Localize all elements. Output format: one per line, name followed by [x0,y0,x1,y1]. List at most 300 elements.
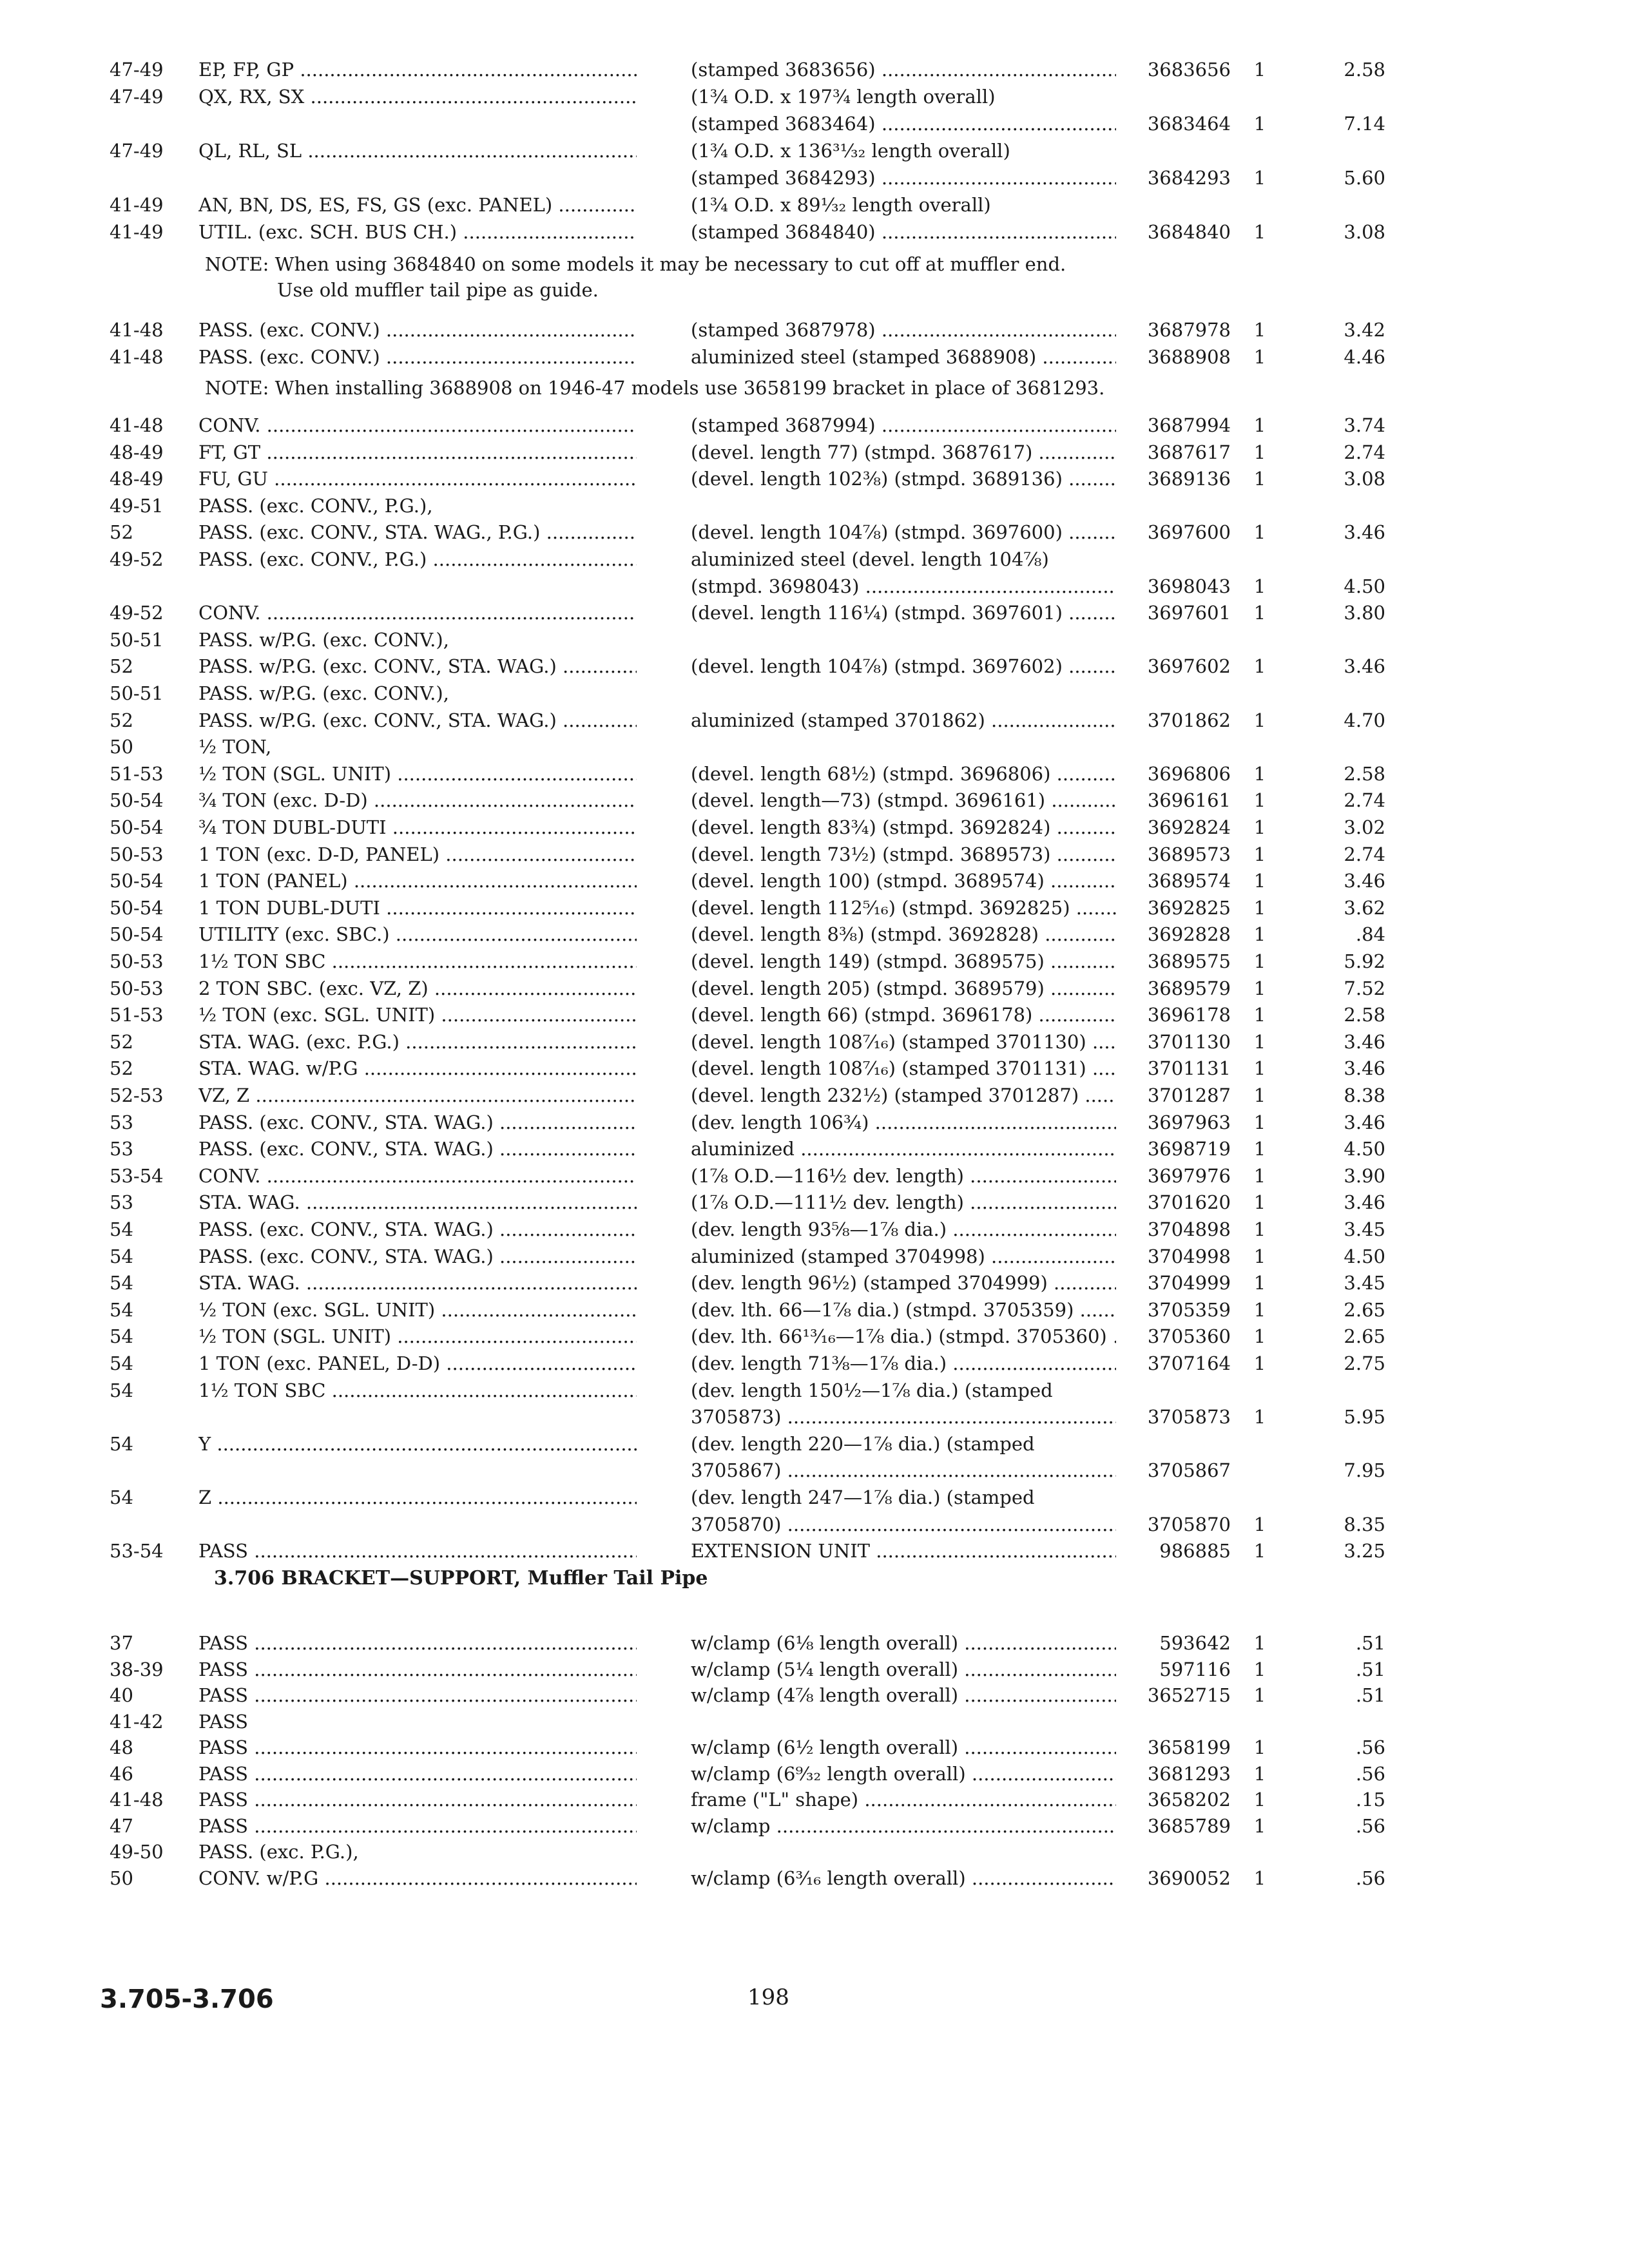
parts-row [0,1735,1629,1760]
model-year: 41-48 [110,1789,164,1811]
part-number: 3701287 [1147,1084,1231,1106]
parts-row [0,165,1629,191]
part-number: 3684293 [1147,167,1231,189]
price: 2.74 [1344,441,1385,463]
part-number: 3704998 [1147,1245,1231,1267]
model-year: 50-54 [110,816,164,838]
parts-row [0,1485,1629,1510]
model-name: 1 TON (exc. PANEL, D-D) ..... [198,1350,637,1376]
part-number: 3698719 [1147,1138,1231,1160]
parts-row [0,219,1629,245]
price: 3.45 [1344,1218,1385,1240]
model-year: 53 [110,1138,133,1160]
quantity: 1 [1253,1057,1266,1080]
parts-row [0,1630,1629,1656]
part-number: 3687617 [1147,441,1231,463]
model-year: 47-49 [110,86,164,108]
parts-row [0,1136,1629,1162]
model-year: 50-53 [110,843,164,865]
quantity: 1 [1253,1030,1266,1053]
parts-row [0,138,1629,164]
model-name: EP, FP, GP ..... [198,57,637,82]
quantity: 1 [1253,896,1266,919]
quantity: 1 [1253,1406,1266,1428]
part-number: 3689573 [1147,843,1231,865]
description: (devel. length 149) (stmpd. 3689575) ..... [691,948,1116,974]
model-name: 1 TON (exc. D-D, PANEL) ..... [198,841,637,867]
part-number: 3689575 [1147,950,1231,972]
model-year: 53 [110,1191,133,1214]
parts-row [0,1404,1629,1430]
model-name: STA. WAG. w/P.G ..... [198,1055,637,1081]
parts-row [0,1082,1629,1108]
model-year: 47 [110,1814,133,1837]
price: 8.35 [1344,1513,1385,1535]
model-name: AN, BN, DS, ES, FS, GS (exc. PANEL) ..... [198,192,637,218]
quantity: 1 [1253,977,1266,999]
parts-row [0,868,1629,894]
model-name: PASS. (exc. CONV., STA. WAG.) ..... [198,1216,637,1242]
model-name: PASS [198,1710,249,1733]
description: aluminized steel (stamped 3688908) ..... [691,344,1116,370]
quantity: 1 [1253,1191,1266,1214]
description: (1¾ O.D. x 136³¹⁄₃₂ length overall) [691,140,1010,162]
model-year: 51-53 [110,1004,164,1026]
description: frame ("L" shape) ..... [691,1787,1116,1812]
model-name: STA. WAG. (exc. P.G.) ..... [198,1029,637,1055]
quantity: 1 [1253,1325,1266,1348]
model-name: CONV. w/P.G ..... [198,1865,637,1891]
model-year: 54 [110,1218,133,1240]
model-name: QX, RX, SX ..... [198,84,637,110]
model-year: 52 [110,709,133,731]
part-number: 3652715 [1147,1684,1231,1706]
model-year: 49-52 [110,602,164,624]
part-number: 3697963 [1147,1111,1231,1133]
quantity: 1 [1253,414,1266,436]
parts-row [0,546,1629,572]
part-number: 3685789 [1147,1814,1231,1837]
part-number: 3696806 [1147,762,1231,785]
price: 3.08 [1344,221,1385,243]
price: 3.46 [1344,655,1385,678]
price: 5.95 [1344,1406,1385,1428]
part-number: 3690052 [1147,1867,1231,1889]
quantity: 1 [1253,441,1266,463]
quantity: 1 [1253,1111,1266,1133]
description: 3705873) ..... [691,1404,1116,1430]
price: 2.65 [1344,1325,1385,1348]
model-name: CONV. ..... [198,412,637,438]
price: .84 [1355,923,1385,946]
part-number: 3696178 [1147,1004,1231,1026]
quantity: 1 [1253,521,1266,544]
part-number: 3696161 [1147,789,1231,812]
quantity: 1 [1253,1632,1266,1654]
quantity: 1 [1253,1272,1266,1294]
parts-row [0,787,1629,813]
model-name: FT, GT ..... [198,439,637,465]
parts-row [0,1839,1629,1865]
model-name: PASS ..... [198,1657,637,1682]
description: (devel. length 205) (stmpd. 3689579) ..... [691,975,1116,1001]
section-heading: 3.706 BRACKET—SUPPORT, Muffler Tail Pipe [214,1567,708,1590]
part-number: 3687978 [1147,319,1231,341]
price: 4.46 [1344,346,1385,368]
quantity: 1 [1253,816,1266,838]
description: (devel. length 73½) (stmpd. 3689573) ..... [691,841,1116,867]
price: 7.95 [1344,1459,1385,1482]
part-number: 3698043 [1147,575,1231,597]
part-number: 3697600 [1147,521,1231,544]
description: (devel. length 108⁷⁄₁₆) (stamped 3701131) ..... [691,1055,1116,1081]
price: 3.46 [1344,870,1385,892]
price: 2.58 [1344,59,1385,81]
footer-section-range: 3.705-3.706 [100,1984,274,2014]
model-year: 49-52 [110,548,164,570]
model-year: 48-49 [110,441,164,463]
description: (dev. length 96½) (stamped 3704999) ..... [691,1270,1116,1296]
model-name: ½ TON (exc. SGL. UNIT) ..... [198,1297,637,1323]
description: aluminized (stamped 3701862) ..... [691,707,1116,733]
model-year: 40 [110,1684,133,1706]
price: .56 [1355,1867,1385,1889]
parts-row [0,1189,1629,1215]
model-year: 51-53 [110,762,164,785]
description: aluminized steel (devel. length 104⅞) [691,548,1049,570]
parts-row [0,1457,1629,1483]
model-year: 50-51 [110,628,164,651]
model-name: 1½ TON SBC ..... [198,1378,637,1403]
model-name: 1 TON (PANEL) ..... [198,868,637,894]
model-year: 52 [110,521,133,544]
price: .56 [1355,1814,1385,1837]
parts-row [0,1709,1629,1735]
price: .51 [1355,1684,1385,1706]
parts-row [0,1657,1629,1682]
model-name: Z ..... [198,1485,637,1510]
quantity: 1 [1253,709,1266,731]
parts-row [0,1378,1629,1403]
model-year: 47-49 [110,59,164,81]
parts-row [0,573,1629,599]
description: (devel. length 100) (stmpd. 3689574) ..... [691,868,1116,894]
quantity: 1 [1253,1138,1266,1160]
part-number: 3701130 [1147,1030,1231,1053]
price: 4.50 [1344,1138,1385,1160]
quantity: 1 [1253,1814,1266,1837]
description: (dev. length 106¾) ..... [691,1110,1116,1135]
parts-row [0,466,1629,492]
model-year: 50-53 [110,950,164,972]
price: 2.58 [1344,762,1385,785]
model-year: 50-54 [110,789,164,812]
model-name: QL, RL, SL ..... [198,138,637,164]
quantity: 1 [1253,602,1266,624]
model-name: UTILITY (exc. SBC.) ..... [198,921,637,947]
part-number: 3692828 [1147,923,1231,946]
note-line: Use old muffler tail pipe as guide. [277,279,599,301]
model-year: 54 [110,1298,133,1321]
quantity: 1 [1253,113,1266,135]
model-year: 53 [110,1111,133,1133]
model-year: 49-50 [110,1841,164,1863]
model-name: PASS ..... [198,1761,637,1787]
model-name: PASS ..... [198,1813,637,1839]
description: w/clamp (5¼ length overall) ..... [691,1657,1116,1682]
model-year: 50 [110,1867,133,1889]
description: aluminized ..... [691,1136,1116,1162]
price: 5.60 [1344,167,1385,189]
quantity: 1 [1253,221,1266,243]
model-year: 54 [110,1245,133,1267]
description: w/clamp (4⅞ length overall) ..... [691,1682,1116,1708]
part-number: 3689136 [1147,468,1231,490]
price: 4.50 [1344,1245,1385,1267]
price: 4.70 [1344,709,1385,731]
parts-row [0,317,1629,343]
description: (dev. lth. 66¹³⁄₁₆—1⅞ dia.) (stmpd. 3705360) ..... [691,1323,1116,1349]
quantity: 1 [1253,167,1266,189]
description: (devel. length 104⅞) (stmpd. 3697602) ..... [691,653,1116,679]
parts-row [0,814,1629,840]
price: 7.14 [1344,113,1385,135]
part-number: 3692825 [1147,896,1231,919]
quantity: 1 [1253,1658,1266,1680]
parts-row [0,1244,1629,1269]
parts-row [0,948,1629,974]
quantity: 1 [1253,59,1266,81]
part-number: 3684840 [1147,221,1231,243]
quantity: 1 [1253,1736,1266,1758]
model-year: 52 [110,1030,133,1053]
description: (devel. length 8⅜) (stmpd. 3692828) ..... [691,921,1116,947]
description: (dev. length 220—1⅞ dia.) (stamped [691,1432,1035,1455]
model-year: 50-54 [110,896,164,919]
part-number: 3688908 [1147,346,1231,368]
parts-row [0,1431,1629,1457]
description: (devel. length 77) (stmpd. 3687617) ..... [691,439,1116,465]
model-name: ½ TON (exc. SGL. UNIT) ..... [198,1002,637,1028]
parts-row [0,84,1629,110]
quantity: 1 [1253,923,1266,946]
quantity: 1 [1253,655,1266,678]
price: 5.92 [1344,950,1385,972]
page-number: 198 [747,1984,789,2010]
parts-row [0,111,1629,137]
description: aluminized (stamped 3704998) ..... [691,1244,1116,1269]
parts-row [0,1110,1629,1135]
parts-row [0,439,1629,465]
part-number: 3689579 [1147,977,1231,999]
parts-row [0,519,1629,545]
part-number: 3697602 [1147,655,1231,678]
price: 3.45 [1344,1272,1385,1294]
model-name: PASS ..... [198,1538,637,1564]
description: (dev. length 150½—1⅞ dia.) (stamped [691,1379,1053,1401]
part-number: 986885 [1159,1540,1231,1562]
parts-row [0,1270,1629,1296]
model-name: CONV. ..... [198,1163,637,1189]
description: (devel. length 112⁵⁄₁₆) (stmpd. 3692825) ..... [691,895,1116,921]
parts-row [0,680,1629,706]
part-number: 3687994 [1147,414,1231,436]
description: (stamped 3684293) ..... [691,165,1116,191]
description: w/clamp (6½ length overall) ..... [691,1735,1116,1760]
price: .51 [1355,1632,1385,1654]
description: (devel. length 83¾) (stmpd. 3692824) ..... [691,814,1116,840]
price: .15 [1355,1789,1385,1811]
description: (dev. length 247—1⅞ dia.) (stamped [691,1486,1035,1508]
model-year: 48-49 [110,468,164,490]
parts-row [0,841,1629,867]
model-name: PASS. (exc. CONV., P.G.) ..... [198,546,637,572]
model-name: 2 TON SBC. (exc. VZ, Z) ..... [198,975,637,1001]
price: 7.52 [1344,977,1385,999]
parts-row [0,1865,1629,1891]
model-year: 53-54 [110,1164,164,1187]
part-number: 597116 [1159,1658,1231,1680]
description: 3705870) ..... [691,1512,1116,1537]
model-name: PASS. (exc. CONV., STA. WAG., P.G.) ..... [198,519,637,545]
price: 3.25 [1344,1540,1385,1562]
quantity: 1 [1253,950,1266,972]
price: 3.90 [1344,1164,1385,1187]
parts-row [0,1538,1629,1564]
part-number: 3689574 [1147,870,1231,892]
model-year: 54 [110,1379,133,1401]
model-year: 52 [110,655,133,678]
description: (stmpd. 3698043) ..... [691,573,1116,599]
parts-row [0,493,1629,519]
description: (1⅞ O.D.—111½ dev. length) ..... [691,1189,1116,1215]
model-year: 50-53 [110,977,164,999]
parts-row [0,1512,1629,1537]
price: 2.74 [1344,843,1385,865]
part-number: 3658199 [1147,1736,1231,1758]
parts-row [0,895,1629,921]
description: (devel. length 232½) (stamped 3701287) ..... [691,1082,1116,1108]
parts-row [0,600,1629,626]
model-year: 54 [110,1432,133,1455]
description: (stamped 3687994) ..... [691,412,1116,438]
model-year: 50-51 [110,682,164,704]
quantity: 1 [1253,1867,1266,1889]
price: 2.74 [1344,789,1385,812]
parts-row [0,1787,1629,1812]
price: 3.80 [1344,602,1385,624]
description: w/clamp ..... [691,1813,1116,1839]
quantity: 1 [1253,1218,1266,1240]
model-year: 41-48 [110,319,164,341]
parts-row [0,192,1629,218]
model-name: ½ TON, [198,736,272,758]
description: (dev. length 71⅜—1⅞ dia.) ..... [691,1350,1116,1376]
description: (devel. length 108⁷⁄₁₆) (stamped 3701130) ..... [691,1029,1116,1055]
quantity: 1 [1253,1762,1266,1785]
part-number: 3701620 [1147,1191,1231,1214]
parts-row [0,761,1629,787]
price: 3.46 [1344,1057,1385,1080]
model-name: 1 TON DUBL-DUTI ..... [198,895,637,921]
description: w/clamp (6⅛ length overall) ..... [691,1630,1116,1656]
parts-row [0,921,1629,947]
model-name: PASS. (exc. P.G.), [198,1841,359,1863]
description: (stamped 3683464) ..... [691,111,1116,137]
price: 3.46 [1344,1111,1385,1133]
part-number: 3697601 [1147,602,1231,624]
part-number: 3701862 [1147,709,1231,731]
description: (1⅞ O.D.—116½ dev. length) ..... [691,1163,1116,1189]
model-name: ¾ TON (exc. D-D) ..... [198,787,637,813]
price: 3.42 [1344,319,1385,341]
quantity: 1 [1253,870,1266,892]
model-year: 37 [110,1632,133,1654]
quantity: 1 [1253,1004,1266,1026]
description: (devel. length 116¼) (stmpd. 3697601) ..... [691,600,1116,626]
part-number: 3683656 [1147,59,1231,81]
quantity: 1 [1253,468,1266,490]
quantity: 1 [1253,762,1266,785]
part-number: 3658202 [1147,1789,1231,1811]
model-year: 52 [110,1057,133,1080]
price: 8.38 [1344,1084,1385,1106]
model-name: PASS. w/P.G. (exc. CONV.), [198,682,449,704]
price: .56 [1355,1762,1385,1785]
model-name: 1½ TON SBC ..... [198,948,637,974]
model-year: 41-48 [110,346,164,368]
description: 3705867) ..... [691,1457,1116,1483]
description: w/clamp (6⁹⁄₃₂ length overall) ..... [691,1761,1116,1787]
description: (1¾ O.D. x 197¾ length overall) [691,86,996,108]
description: EXTENSION UNIT ..... [691,1538,1116,1564]
part-number: 3704999 [1147,1272,1231,1294]
part-number: 3705867 [1147,1459,1231,1482]
model-name: ½ TON (SGL. UNIT) ..... [198,1323,637,1349]
description: (devel. length 66) (stmpd. 3696178) ..... [691,1002,1116,1028]
parts-row [0,707,1629,733]
parts-row [0,975,1629,1001]
model-year: 41-48 [110,414,164,436]
model-name: FU, GU ..... [198,466,637,492]
description: (stamped 3683656) ..... [691,57,1116,82]
description: (devel. length 68½) (stmpd. 3696806) ..... [691,761,1116,787]
model-name: Y ..... [198,1431,637,1457]
model-name: UTIL. (exc. SCH. BUS CH.) ..... [198,219,637,245]
price: .56 [1355,1736,1385,1758]
quantity: 1 [1253,1352,1266,1374]
model-name: PASS. w/P.G. (exc. CONV., STA. WAG.) ..... [198,653,637,679]
model-name: STA. WAG. ..... [198,1189,637,1215]
model-name: PASS. (exc. CONV., STA. WAG.) ..... [198,1244,637,1269]
parts-row [0,344,1629,370]
description: (devel. length 104⅞) (stmpd. 3697600) ..... [691,519,1116,545]
parts-row [0,1055,1629,1081]
model-name: PASS. (exc. CONV.) ..... [198,317,637,343]
model-year: 41-49 [110,194,164,216]
quantity: 1 [1253,1164,1266,1187]
quantity: 1 [1253,1789,1266,1811]
parts-row [0,1323,1629,1349]
model-year: 38-39 [110,1658,164,1680]
part-number: 3701131 [1147,1057,1231,1080]
part-number: 3705870 [1147,1513,1231,1535]
part-number: 3705873 [1147,1406,1231,1428]
model-name: PASS. w/P.G. (exc. CONV., STA. WAG.) ..... [198,707,637,733]
model-name: STA. WAG. ..... [198,1270,637,1296]
description: (dev. lth. 66—1⅞ dia.) (stmpd. 3705359) ..... [691,1297,1116,1323]
part-number: 3705360 [1147,1325,1231,1348]
